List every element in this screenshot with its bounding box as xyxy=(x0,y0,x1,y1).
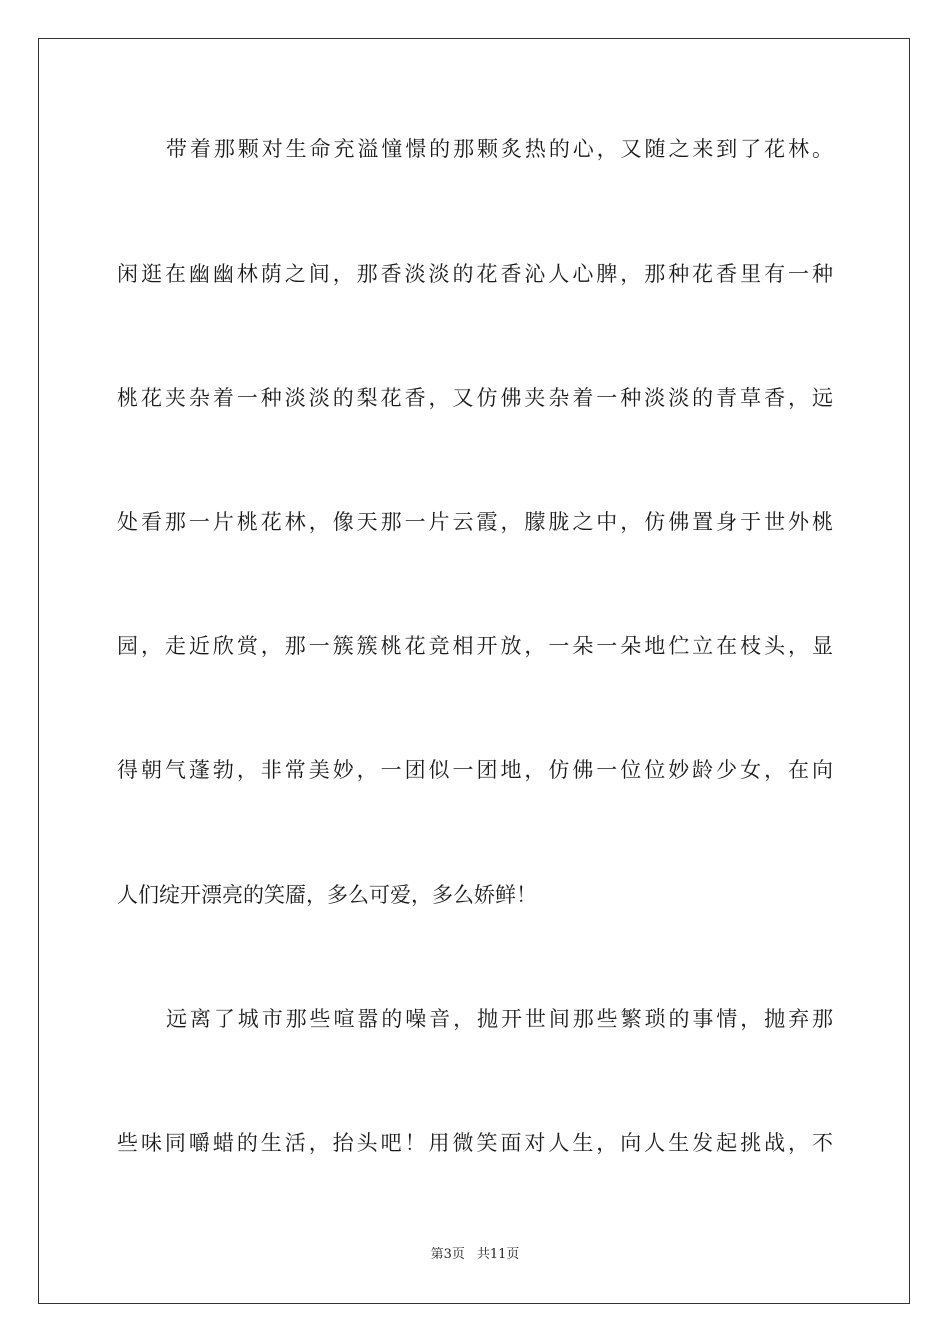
paragraph-1-line-1: 带着那颗对生命充溢憧憬的那颗炙热的心，又随之来到了花林。 xyxy=(166,137,833,161)
paragraph-2-line-2: 些味同嚼蜡的生活，抬头吧！用微笑面对人生，向人生发起挑战，不 xyxy=(117,1131,833,1155)
paragraph-1-line-5: 园，走近欣赏，那一簇簇桃花竞相开放，一朵一朵地伫立在枝头，显 xyxy=(117,634,833,658)
paragraph-1-line-7: 人们绽开漂亮的笑靥，多么可爱，多么娇鲜！ xyxy=(117,883,537,907)
paragraph-2-line-1: 远离了城市那些喧嚣的噪音，抛开世间那些繁琐的事情，抛弃那 xyxy=(166,1007,833,1031)
paragraph-1-line-2: 闲逛在幽幽林荫之间，那香淡淡的花香沁人心脾，那种花香里有一种 xyxy=(117,262,833,286)
paragraph-1-line-3: 桃花夹杂着一种淡淡的梨花香，又仿佛夹杂着一种淡淡的青草香，远 xyxy=(117,386,833,410)
paragraph-1-line-6: 得朝气蓬勃，非常美妙，一团似一团地，仿佛一位位妙龄少女，在向 xyxy=(117,758,833,782)
page-footer xyxy=(0,1246,950,1264)
paragraph-1-line-4: 处看那一片桃花林，像天那一片云霞，朦胧之中，仿佛置身于世外桃 xyxy=(117,510,833,534)
page-number: 第3页 xyxy=(430,1247,465,1262)
page-total: 共11页 xyxy=(476,1247,520,1262)
page-border xyxy=(38,38,910,1304)
